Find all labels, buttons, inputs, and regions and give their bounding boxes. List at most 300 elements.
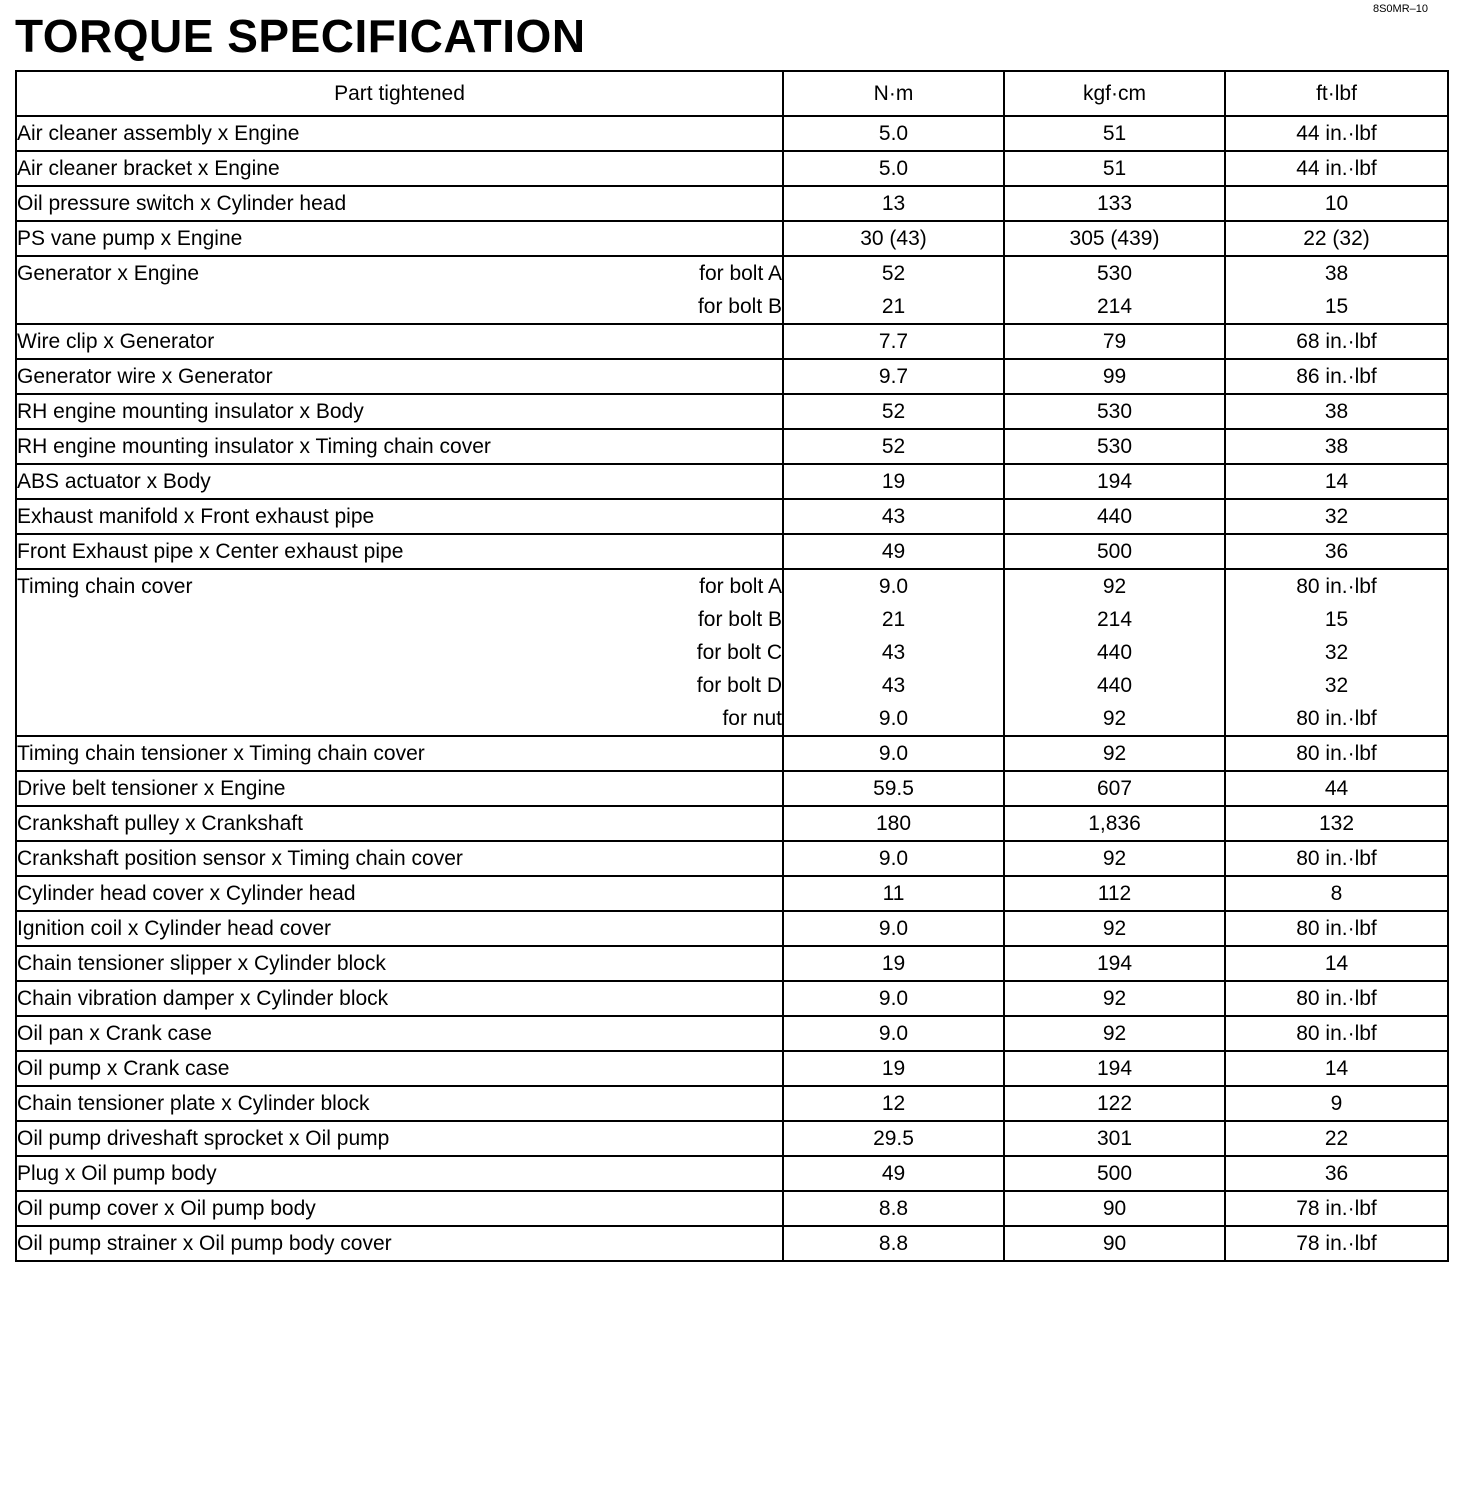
ft-lbf-value: 10: [1324, 192, 1349, 215]
kgf-cm-cell: [1004, 841, 1225, 876]
kgf-cm-cell: [1004, 464, 1225, 499]
part-line: [17, 702, 782, 735]
part-cell: [16, 151, 783, 186]
table-row: [16, 1226, 1448, 1261]
fastener-label: for nut: [722, 707, 782, 730]
table-row: [16, 464, 1448, 499]
kgf-cm-value: 500: [1096, 540, 1133, 563]
kgf-cm-cell: [1004, 1226, 1225, 1261]
ft-lbf-value: 68 in.·lbf: [1296, 330, 1377, 353]
ft-lbf-cell: [1225, 534, 1448, 569]
kgf-cm-cell: [1004, 1156, 1225, 1191]
part-cell: [16, 1226, 783, 1261]
kgf-cm-value: 440: [1096, 641, 1133, 664]
table-row: [16, 911, 1448, 946]
nm-value: 19: [881, 952, 906, 975]
kgf-cm-value: 122: [1096, 1092, 1133, 1115]
table-row: [16, 116, 1448, 151]
ft-lbf-cell: [1225, 324, 1448, 359]
nm-value: 8.8: [878, 1197, 909, 1220]
part-name: Oil pump driveshaft sprocket x Oil pump: [17, 1127, 390, 1150]
nm-value: 9.0: [878, 1022, 909, 1045]
table-row: [16, 981, 1448, 1016]
nm-value: 30 (43): [860, 227, 927, 250]
part-cell: [16, 221, 783, 256]
part-name: Wire clip x Generator: [17, 330, 215, 353]
kgf-cm-cell: [1004, 1191, 1225, 1226]
fastener-label: for bolt A: [699, 575, 782, 598]
ft-lbf-cell: [1225, 464, 1448, 499]
kgf-cm-cell: [1004, 1086, 1225, 1121]
ft-lbf-cell: [1225, 359, 1448, 394]
part-cell: [16, 841, 783, 876]
nm-cell: [783, 534, 1004, 569]
part-line: [17, 152, 782, 185]
nm-cell: [783, 1156, 1004, 1191]
part-line: [17, 360, 782, 393]
kgf-cm-value: 92: [1102, 575, 1127, 598]
part-line: [17, 290, 782, 323]
torque-spec-table: [15, 70, 1449, 1262]
ft-lbf-cell: [1225, 151, 1448, 186]
ft-lbf-value: 36: [1324, 1162, 1349, 1185]
ft-lbf-cell: [1225, 1191, 1448, 1226]
part-name: Chain tensioner slipper x Cylinder block: [17, 952, 386, 975]
fastener-label: for bolt B: [697, 295, 782, 318]
table-row: [16, 946, 1448, 981]
part-cell: [16, 1156, 783, 1191]
part-cell: [16, 186, 783, 221]
header-part-tightened: Part tightened: [16, 71, 783, 116]
ft-lbf-cell: [1225, 1016, 1448, 1051]
table-header-row: [16, 71, 1448, 116]
ft-lbf-value: 86 in.·lbf: [1296, 365, 1377, 388]
kgf-cm-value: 194: [1096, 470, 1133, 493]
ft-lbf-value: 44: [1324, 777, 1349, 800]
nm-value: 180: [875, 812, 912, 835]
kgf-cm-value: 301: [1096, 1127, 1133, 1150]
ft-lbf-value: 38: [1324, 262, 1349, 285]
table-row: [16, 569, 1448, 736]
kgf-cm-value: 214: [1096, 608, 1133, 631]
kgf-cm-cell: [1004, 1051, 1225, 1086]
table-row: [16, 394, 1448, 429]
ft-lbf-value: 14: [1324, 470, 1349, 493]
table-row: [16, 221, 1448, 256]
nm-cell: [783, 1121, 1004, 1156]
nm-value: 43: [881, 641, 906, 664]
kgf-cm-cell: [1004, 946, 1225, 981]
part-name: Oil pump cover x Oil pump body: [17, 1197, 316, 1220]
ft-lbf-cell: [1225, 841, 1448, 876]
kgf-cm-value: 530: [1096, 262, 1133, 285]
part-line: [17, 842, 782, 875]
nm-cell: [783, 841, 1004, 876]
kgf-cm-value: 133: [1096, 192, 1133, 215]
kgf-cm-cell: [1004, 981, 1225, 1016]
kgf-cm-value: 79: [1102, 330, 1127, 353]
nm-cell: [783, 1051, 1004, 1086]
ft-lbf-value: 132: [1318, 812, 1355, 835]
kgf-cm-value: 305 (439): [1069, 227, 1160, 250]
kgf-cm-value: 530: [1096, 435, 1133, 458]
kgf-cm-value: 500: [1096, 1162, 1133, 1185]
ft-lbf-value: 78 in.·lbf: [1296, 1197, 1377, 1220]
nm-value: 13: [881, 192, 906, 215]
nm-value: 9.0: [878, 575, 909, 598]
part-name: Chain vibration damper x Cylinder block: [17, 987, 389, 1010]
kgf-cm-value: 1,836: [1088, 812, 1141, 835]
nm-value: 49: [881, 1162, 906, 1185]
kgf-cm-value: 90: [1102, 1232, 1127, 1255]
part-line: [17, 1122, 782, 1155]
nm-value: 5.0: [878, 122, 909, 145]
header-kgf-cm: kgf·cm: [1004, 71, 1225, 116]
part-line: [17, 1017, 782, 1050]
ft-lbf-value: 44 in.·lbf: [1296, 122, 1377, 145]
part-line: [17, 1227, 782, 1260]
ft-lbf-value: 80 in.·lbf: [1296, 1022, 1377, 1045]
part-name: Generator wire x Generator: [17, 365, 273, 388]
kgf-cm-value: 607: [1096, 777, 1133, 800]
part-line: [17, 772, 782, 805]
part-name: Air cleaner bracket x Engine: [17, 157, 280, 180]
nm-cell: [783, 394, 1004, 429]
table-row: [16, 1121, 1448, 1156]
nm-value: 49: [881, 540, 906, 563]
ft-lbf-cell: [1225, 221, 1448, 256]
kgf-cm-value: 92: [1102, 847, 1127, 870]
ft-lbf-value: 8: [1330, 882, 1343, 905]
nm-cell: [783, 1016, 1004, 1051]
part-name: Ignition coil x Cylinder head cover: [17, 917, 331, 940]
part-name: Plug x Oil pump body: [17, 1162, 217, 1185]
nm-value: 9.0: [878, 707, 909, 730]
part-line: [17, 325, 782, 358]
nm-cell: [783, 876, 1004, 911]
kgf-cm-cell: [1004, 359, 1225, 394]
part-name: Front Exhaust pipe x Center exhaust pipe: [17, 540, 404, 563]
kgf-cm-cell: [1004, 116, 1225, 151]
part-cell: [16, 569, 783, 736]
part-name: Exhaust manifold x Front exhaust pipe: [17, 505, 375, 528]
ft-lbf-cell: [1225, 911, 1448, 946]
ft-lbf-cell: [1225, 116, 1448, 151]
part-line: [17, 535, 782, 568]
part-cell: [16, 464, 783, 499]
table-row: [16, 186, 1448, 221]
table-row: [16, 876, 1448, 911]
ft-lbf-value: 9: [1330, 1092, 1343, 1115]
part-cell: [16, 429, 783, 464]
ft-lbf-value: 15: [1324, 295, 1349, 318]
header-ft-lbf: ft·lbf: [1225, 71, 1448, 116]
ft-lbf-cell: [1225, 256, 1448, 324]
ft-lbf-cell: [1225, 1156, 1448, 1191]
kgf-cm-cell: [1004, 534, 1225, 569]
nm-value: 59.5: [873, 777, 914, 800]
part-line: [17, 737, 782, 770]
nm-value: 8.8: [878, 1232, 909, 1255]
part-line: [17, 117, 782, 150]
part-line: [17, 636, 782, 669]
part-name: Drive belt tensioner x Engine: [17, 777, 286, 800]
table-row: [16, 534, 1448, 569]
part-line: [17, 395, 782, 428]
ft-lbf-cell: [1225, 429, 1448, 464]
part-line: [17, 1052, 782, 1085]
part-line: [17, 669, 782, 702]
nm-value: 19: [881, 1057, 906, 1080]
part-name: Oil pump x Crank case: [17, 1057, 230, 1080]
part-cell: [16, 736, 783, 771]
ft-lbf-value: 36: [1324, 540, 1349, 563]
table-row: [16, 771, 1448, 806]
part-cell: [16, 1121, 783, 1156]
fastener-label: for bolt C: [696, 641, 782, 664]
kgf-cm-cell: [1004, 221, 1225, 256]
kgf-cm-cell: [1004, 806, 1225, 841]
nm-value: 7.7: [878, 330, 909, 353]
part-cell: [16, 394, 783, 429]
part-name: PS vane pump x Engine: [17, 227, 243, 250]
part-line: [17, 912, 782, 945]
nm-value: 52: [881, 400, 906, 423]
ft-lbf-cell: [1225, 186, 1448, 221]
ft-lbf-value: 44 in.·lbf: [1296, 157, 1377, 180]
part-line: [17, 257, 782, 290]
ft-lbf-cell: [1225, 1051, 1448, 1086]
ft-lbf-value: 80 in.·lbf: [1296, 987, 1377, 1010]
part-name: Timing chain cover: [17, 575, 193, 598]
part-name: Crankshaft position sensor x Timing chain cover: [17, 847, 463, 870]
nm-cell: [783, 499, 1004, 534]
nm-cell: [783, 186, 1004, 221]
nm-cell: [783, 1086, 1004, 1121]
nm-value: 9.0: [878, 917, 909, 940]
nm-cell: [783, 736, 1004, 771]
nm-value: 9.0: [878, 742, 909, 765]
part-line: [17, 1157, 782, 1190]
nm-value: 52: [881, 262, 906, 285]
ft-lbf-cell: [1225, 771, 1448, 806]
ft-lbf-value: 32: [1324, 674, 1349, 697]
ft-lbf-value: 80 in.·lbf: [1296, 575, 1377, 598]
table-row: [16, 1156, 1448, 1191]
part-line: [17, 187, 782, 220]
part-cell: [16, 324, 783, 359]
table-row: [16, 324, 1448, 359]
kgf-cm-cell: [1004, 394, 1225, 429]
ft-lbf-cell: [1225, 1086, 1448, 1121]
kgf-cm-value: 99: [1102, 365, 1127, 388]
kgf-cm-cell: [1004, 736, 1225, 771]
ft-lbf-value: 15: [1324, 608, 1349, 631]
ft-lbf-cell: [1225, 981, 1448, 1016]
ft-lbf-cell: [1225, 1226, 1448, 1261]
nm-value: 52: [881, 435, 906, 458]
ft-lbf-value: 22 (32): [1303, 227, 1370, 250]
nm-value: 19: [881, 470, 906, 493]
nm-cell: [783, 221, 1004, 256]
kgf-cm-value: 51: [1102, 122, 1127, 145]
ft-lbf-cell: [1225, 876, 1448, 911]
ft-lbf-value: 38: [1324, 400, 1349, 423]
nm-cell: [783, 911, 1004, 946]
table-row: [16, 359, 1448, 394]
kgf-cm-cell: [1004, 151, 1225, 186]
part-cell: [16, 876, 783, 911]
nm-value: 9.0: [878, 847, 909, 870]
document-code: 8S0MR–10: [1372, 3, 1428, 15]
kgf-cm-value: 214: [1096, 295, 1133, 318]
nm-cell: [783, 806, 1004, 841]
part-cell: [16, 499, 783, 534]
nm-cell: [783, 569, 1004, 736]
kgf-cm-cell: [1004, 1016, 1225, 1051]
part-line: [17, 603, 782, 636]
table-row: [16, 1086, 1448, 1121]
fastener-label: for bolt D: [696, 674, 782, 697]
kgf-cm-cell: [1004, 771, 1225, 806]
nm-value: 43: [881, 505, 906, 528]
nm-cell: [783, 771, 1004, 806]
part-line: [17, 1087, 782, 1120]
ft-lbf-cell: [1225, 569, 1448, 736]
nm-cell: [783, 429, 1004, 464]
kgf-cm-value: 92: [1102, 742, 1127, 765]
part-cell: [16, 1086, 783, 1121]
kgf-cm-value: 530: [1096, 400, 1133, 423]
part-line: [17, 982, 782, 1015]
nm-value: 11: [882, 882, 905, 905]
kgf-cm-value: 90: [1102, 1197, 1127, 1220]
fastener-label: for bolt A: [699, 262, 782, 285]
nm-cell: [783, 324, 1004, 359]
ft-lbf-cell: [1225, 1121, 1448, 1156]
part-cell: [16, 771, 783, 806]
kgf-cm-value: 440: [1096, 505, 1133, 528]
kgf-cm-value: 112: [1097, 882, 1132, 905]
table-row: [16, 806, 1448, 841]
nm-value: 21: [881, 295, 906, 318]
kgf-cm-value: 92: [1102, 707, 1127, 730]
table-row: [16, 151, 1448, 186]
kgf-cm-value: 92: [1102, 917, 1127, 940]
kgf-cm-cell: [1004, 1121, 1225, 1156]
part-line: [17, 877, 782, 910]
part-line: [17, 570, 782, 603]
part-name: ABS actuator x Body: [17, 470, 211, 493]
part-cell: [16, 1191, 783, 1226]
part-cell: [16, 116, 783, 151]
kgf-cm-cell: [1004, 499, 1225, 534]
part-name: RH engine mounting insulator x Body: [17, 400, 364, 423]
ft-lbf-value: 80 in.·lbf: [1296, 742, 1377, 765]
table-row: [16, 1016, 1448, 1051]
ft-lbf-value: 38: [1324, 435, 1349, 458]
nm-value: 29.5: [873, 1127, 914, 1150]
table-row: [16, 1051, 1448, 1086]
part-cell: [16, 946, 783, 981]
fastener-label: for bolt B: [697, 608, 782, 631]
table-row: [16, 429, 1448, 464]
ft-lbf-value: 32: [1324, 641, 1349, 664]
part-line: [17, 222, 782, 255]
kgf-cm-value: 194: [1096, 1057, 1133, 1080]
part-cell: [16, 1051, 783, 1086]
part-cell: [16, 911, 783, 946]
kgf-cm-value: 440: [1096, 674, 1133, 697]
nm-cell: [783, 359, 1004, 394]
ft-lbf-value: 80 in.·lbf: [1296, 917, 1377, 940]
nm-value: 43: [881, 674, 906, 697]
part-name: Cylinder head cover x Cylinder head: [17, 882, 356, 905]
nm-cell: [783, 464, 1004, 499]
ft-lbf-cell: [1225, 736, 1448, 771]
part-line: [17, 465, 782, 498]
page-title: TORQUE SPECIFICATION: [15, 10, 586, 62]
nm-value: 5.0: [878, 157, 909, 180]
nm-cell: [783, 1191, 1004, 1226]
header-nm: N·m: [783, 71, 1004, 116]
part-name: Air cleaner assembly x Engine: [17, 122, 300, 145]
ft-lbf-value: 78 in.·lbf: [1296, 1232, 1377, 1255]
ft-lbf-cell: [1225, 806, 1448, 841]
ft-lbf-value: 14: [1324, 1057, 1349, 1080]
kgf-cm-cell: [1004, 186, 1225, 221]
ft-lbf-cell: [1225, 946, 1448, 981]
part-line: [17, 430, 782, 463]
kgf-cm-value: 92: [1102, 987, 1127, 1010]
kgf-cm-cell: [1004, 876, 1225, 911]
part-cell: [16, 256, 783, 324]
part-name: Chain tensioner plate x Cylinder block: [17, 1092, 370, 1115]
ft-lbf-cell: [1225, 394, 1448, 429]
table-row: [16, 499, 1448, 534]
ft-lbf-value: 80 in.·lbf: [1296, 847, 1377, 870]
kgf-cm-cell: [1004, 911, 1225, 946]
part-name: Timing chain tensioner x Timing chain cover: [17, 742, 425, 765]
part-name: Crankshaft pulley x Crankshaft: [17, 812, 303, 835]
ft-lbf-value: 22: [1324, 1127, 1349, 1150]
nm-cell: [783, 151, 1004, 186]
part-line: [17, 807, 782, 840]
part-name: Generator x Engine: [17, 262, 200, 285]
part-line: [17, 1192, 782, 1225]
part-line: [17, 947, 782, 980]
table-row: [16, 736, 1448, 771]
part-name: Oil pan x Crank case: [17, 1022, 212, 1045]
ft-lbf-value: 80 in.·lbf: [1296, 707, 1377, 730]
part-cell: [16, 534, 783, 569]
kgf-cm-cell: [1004, 324, 1225, 359]
nm-value: 12: [881, 1092, 906, 1115]
kgf-cm-value: 51: [1102, 157, 1127, 180]
part-cell: [16, 359, 783, 394]
kgf-cm-cell: [1004, 569, 1225, 736]
ft-lbf-value: 14: [1324, 952, 1349, 975]
table-row: [16, 256, 1448, 324]
part-line: [17, 500, 782, 533]
nm-value: 9.0: [878, 987, 909, 1010]
kgf-cm-value: 194: [1096, 952, 1133, 975]
part-cell: [16, 1016, 783, 1051]
nm-cell: [783, 256, 1004, 324]
nm-value: 9.7: [878, 365, 909, 388]
part-name: Oil pump strainer x Oil pump body cover: [17, 1232, 392, 1255]
kgf-cm-value: 92: [1102, 1022, 1127, 1045]
